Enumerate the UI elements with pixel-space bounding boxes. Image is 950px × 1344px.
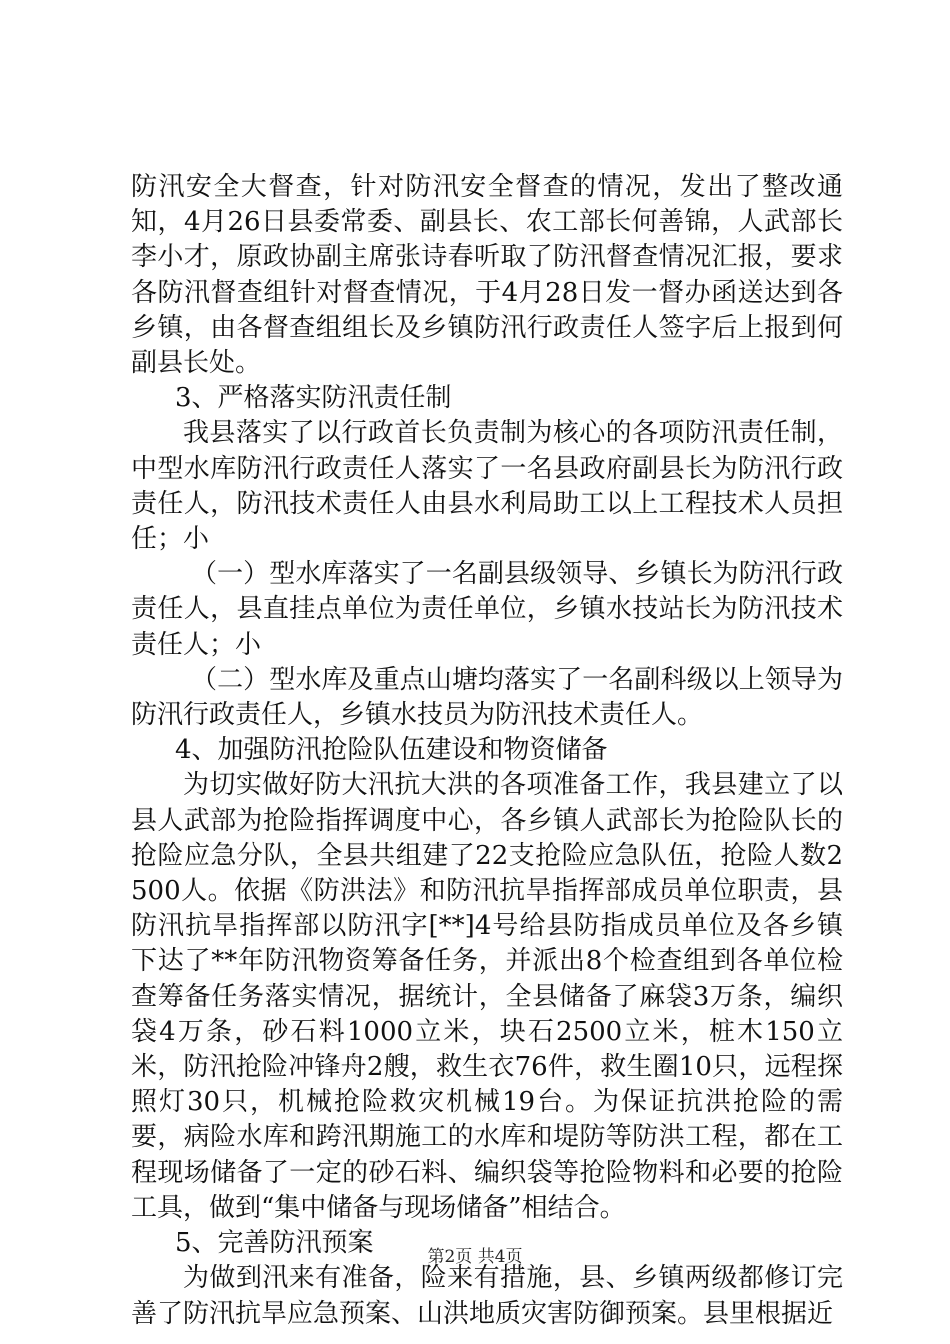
paragraph-2: 我县落实了以行政首长负责制为核心的各项防汛责任制，中型水库防汛行政责任人落实了一名县政府副县长为防汛行政责任人，防汛技术责任人由县水利局助工以上工程技术人员担任；小	[131, 418, 843, 555]
paragraph-4: （二）型水库及重点山塘均落实了一名副科级以上领导为防汛行政责任人，乡镇水技员为防汛技术责任人。	[131, 664, 843, 731]
paragraph-6: 为做到汛来有准备，险来有措施，县、乡镇两级都修订完善了防汛抗旱应急预案、山洪地质灾害防御预案。县里根据近	[131, 1263, 843, 1329]
section-heading-3: 3、严格落实防汛责任制	[175, 383, 452, 414]
paragraph-5: 为切实做好防大汛抗大洪的各项准备工作，我县建立了以县人武部为抢险指挥调度中心，各乡镇人武部长为抢险队长的抢险应急分队，全县共组建了22支抢险应急队伍，抢险人数2500人。依据《防洪法》和防汛抗旱指挥部成员单位职责，县防汛抗旱指挥部以防汛字[**]4号给县防指成员单位及各乡镇下达了**年防汛物资筹备任务，并派出8个检查组到各单位检查筹备任务落实情况，据统计，全县储备了麻袋3万条，编织袋4万条，砂石料1000立米，块石2500立米，桩木150立米，防汛抢险冲锋舟2艘，救生衣76件，救生圈10只，远程探照灯30只，机械抢险救灾机械19台。为保证抗洪抢险的需要，病险水库和跨汛期施工的水库和堤防等防洪工程，都在工程现场储备了一定的砂石料、编织袋等抢险物料和必要的抢险工具，做到“集中储备与现场储备”相结合。	[131, 770, 843, 1223]
page-number: 第2页 共4页	[427, 1247, 523, 1267]
section-heading-5: 5、完善防汛预案	[175, 1228, 374, 1259]
paragraph-1: 防汛安全大督查，针对防汛安全督查的情况，发出了整改通知，4月26日县委常委、副县长、农工部长何善锦，人武部长李小才，原政协副主席张诗春听取了防汛督查情况汇报，要求各防汛督查组针对督查情况，于4月28日发一督办函送达到各乡镇，由各督查组组长及乡镇防汛行政责任人签字后上报到何副县长处。	[131, 172, 843, 379]
section-heading-4: 4、加强防汛抢险队伍建设和物资储备	[175, 735, 608, 766]
document-body	[131, 170, 843, 1332]
paragraph-3: （一）型水库落实了一名副县级领导、乡镇长为防汛行政责任人，县直挂点单位为责任单位，乡镇水技站长为防汛技术责任人；小	[131, 559, 843, 660]
